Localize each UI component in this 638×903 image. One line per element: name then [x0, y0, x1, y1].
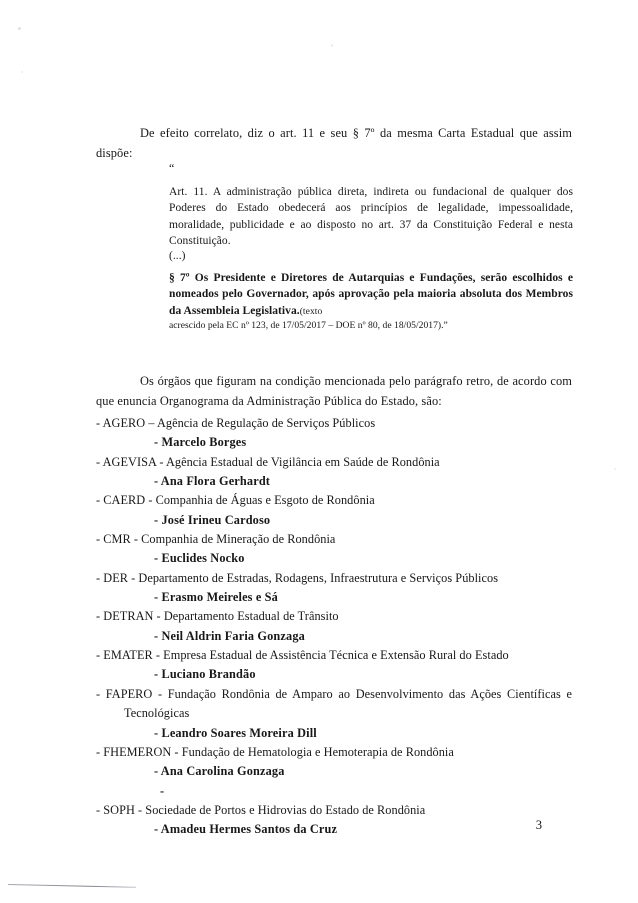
agency-name: - AGEVISA - Agência Estadual de Vigilância em Saúde de Rondônia	[96, 454, 440, 469]
agency-name: - CAERD - Companhia de Águas e Esgoto de Rondônia	[96, 493, 375, 508]
quote-citation: acrescido pela EC nº 123, de 17/05/2017 – DOE nº 80, de 18/05/2017).”	[169, 320, 448, 331]
orgaos-paragraph	[96, 372, 572, 410]
agency-director: - Luciano Brandão	[154, 667, 256, 682]
agency-name: - CMR - Companhia de Mineração de Rondônia	[96, 532, 336, 547]
quote-ellipsis: (...)	[169, 250, 186, 262]
list-item	[96, 646, 572, 685]
scan-artifact-line	[8, 884, 136, 888]
agency-name: - EMATER - Empresa Estadual de Assistência Técnica e Extensão Rural do Estado	[96, 648, 509, 663]
scan-speckle	[331, 44, 333, 47]
agency-director: - Ana Carolina Gonzaga	[154, 764, 285, 779]
list-item	[96, 685, 572, 743]
list-item	[96, 414, 572, 453]
quote-paragraph-7-text: § 7º Os Presidente e Diretores de Autarquias e Fundações, serão escolhidos e nomeados pelo Governador, após aprovação pela maioria absoluta dos Membros da Assembleia Legislativa.	[169, 272, 573, 317]
agency-director: - Ana Flora Gerhardt	[154, 474, 271, 489]
agency-director: - José Irineu Cardoso	[154, 512, 271, 527]
intro-paragraph	[96, 124, 572, 162]
agency-name: - DETRAN - Departamento Estadual de Trânsito	[96, 609, 339, 624]
quote-article-11: Art. 11. A administração pública direta, indireta ou fundacional de qualquer dos Poderes do Estado obedecerá aos princípios de legalidade, impessoalidade, moralidade, publicidade e ao disposto no art. 37 da Constituição Federal e nesta Constituição.	[169, 186, 573, 248]
scan-speckle	[614, 468, 616, 470]
quote-open-mark: “	[169, 161, 175, 175]
agency-director: - Euclides Nocko	[154, 551, 245, 566]
agency-director: - Neil Aldrin Faria Gonzaga	[154, 628, 305, 643]
page-number: 3	[535, 818, 542, 832]
quote-citation-lead: (texto	[299, 305, 323, 317]
list-item	[96, 743, 572, 801]
agency-director: - Marcelo Borges	[154, 435, 247, 450]
quote-paragraph-7	[169, 270, 573, 320]
list-item	[96, 607, 572, 646]
list-item	[96, 453, 572, 492]
agency-name: - AGERO – Agência de Regulação de Serviços Públicos	[96, 416, 376, 430]
agency-list	[96, 414, 572, 840]
agency-director: - Erasmo Meireles e Sá	[154, 590, 278, 605]
agency-name: - FAPERO - Fundação Rondônia de Amparo ao Desenvolvimento das Ações Científicas e Tecnológicas	[96, 686, 572, 721]
list-item	[96, 569, 572, 608]
stray-dash: -	[160, 783, 165, 798]
agency-name: - FHEMERON - Fundação de Hematologia e Hemoterapia de Rondônia	[96, 744, 454, 759]
agency-name: - SOPH - Sociedade de Portos e Hidrovias do Estado de Rondônia	[96, 802, 426, 817]
agency-name: - DER - Departamento de Estradas, Rodagens, Infraestrutura e Serviços Públicos	[96, 570, 499, 585]
scan-speckle	[21, 71, 23, 73]
scan-speckle	[18, 27, 21, 30]
list-item	[96, 491, 572, 530]
orgaos-paragraph-text: Os órgãos que figuram na condição mencionada pelo parágrafo retro, de acordo com que enuncia Organograma da Administração Pública do Estado, são:	[96, 374, 572, 408]
agency-director: - Leandro Soares Moreira Dill	[154, 725, 317, 740]
intro-paragraph-text: De efeito correlato, diz o art. 11 e seu § 7º da mesma Carta Estadual que assim dispõe:	[96, 126, 572, 160]
agency-director: - Amadeu Hermes Santos da Cruz	[154, 822, 338, 837]
list-item	[96, 530, 572, 569]
